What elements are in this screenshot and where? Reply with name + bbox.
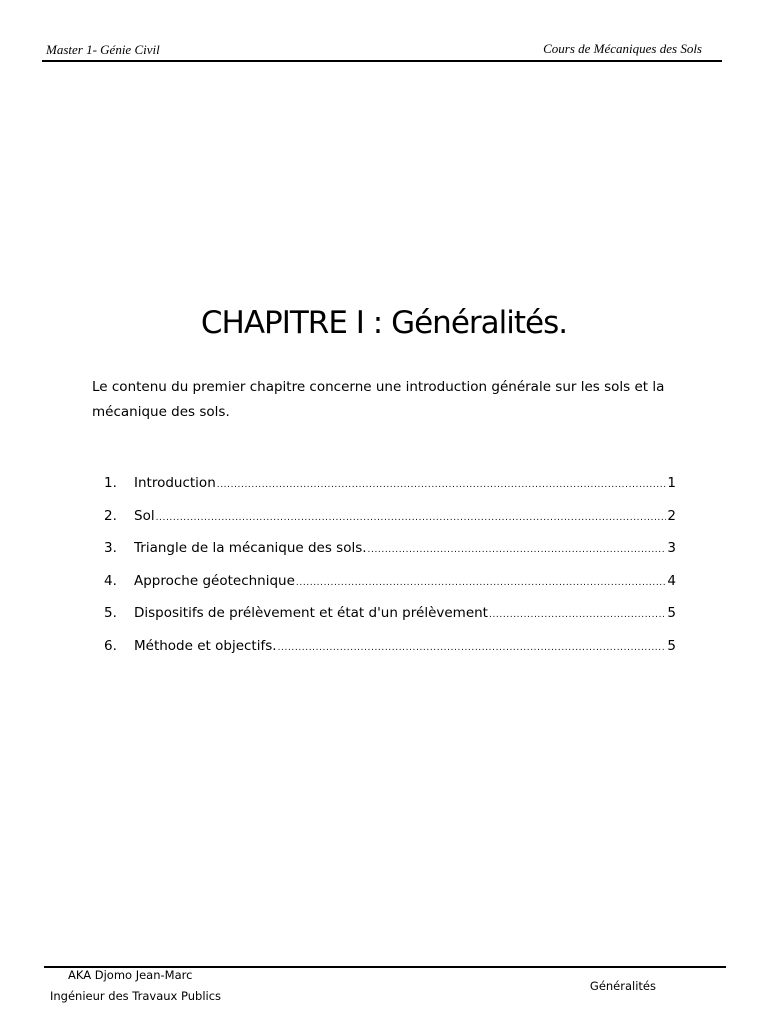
chapter-title: CHAPITRE I : Généralités. (200, 305, 568, 341)
table-of-contents (104, 475, 676, 670)
toc-page-number: 5 (667, 605, 676, 621)
toc-item[interactable] (104, 508, 676, 541)
toc-number: 6. (104, 637, 117, 654)
toc-label: Approche géotechnique (134, 572, 295, 589)
header-divider (42, 60, 722, 62)
toc-leader-dots (278, 643, 667, 653)
chapter-intro: Le contenu du premier chapitre concerne une introduction générale sur les sols et la mécanique des sols. (92, 379, 665, 420)
toc-label: Triangle de la mécanique des sols. (134, 540, 367, 556)
toc-number: 1. (104, 475, 117, 491)
toc-item[interactable] (104, 540, 676, 573)
toc-item[interactable] (104, 605, 676, 638)
toc-label: Dispositifs de prélèvement et état d'un prélèvement (134, 605, 488, 621)
toc-leader-dots (217, 480, 667, 490)
toc-leader-dots (296, 578, 666, 588)
toc-page-number: 5 (667, 637, 676, 654)
toc-number: 3. (104, 540, 117, 556)
footer-section-name: Généralités (589, 979, 656, 993)
header-course-title: Cours de Mécaniques des Sols (543, 41, 702, 56)
toc-page-number: 4 (667, 572, 676, 589)
toc-number: 5. (104, 605, 117, 621)
footer-author: AKA Djomo Jean-Marc (68, 968, 193, 982)
toc-page-number: 1 (667, 475, 676, 491)
toc-page-number: 3 (667, 540, 676, 556)
header-course-level: Master 1- Génie Civil (46, 42, 160, 57)
footer-author-role: Ingénieur des Travaux Publics (50, 989, 222, 1003)
toc-leader-dots (489, 610, 666, 620)
toc-label: Introduction (134, 475, 216, 491)
toc-page-number: 2 (667, 507, 676, 524)
toc-leader-dots (368, 545, 667, 555)
toc-leader-dots (156, 513, 667, 523)
toc-item[interactable] (104, 475, 676, 508)
toc-label: Sol (134, 507, 155, 524)
toc-number: 4. (104, 572, 117, 589)
toc-item[interactable] (104, 638, 676, 671)
toc-label: Méthode et objectifs. (134, 637, 277, 654)
toc-number: 2. (104, 507, 117, 524)
toc-item[interactable] (104, 573, 676, 606)
